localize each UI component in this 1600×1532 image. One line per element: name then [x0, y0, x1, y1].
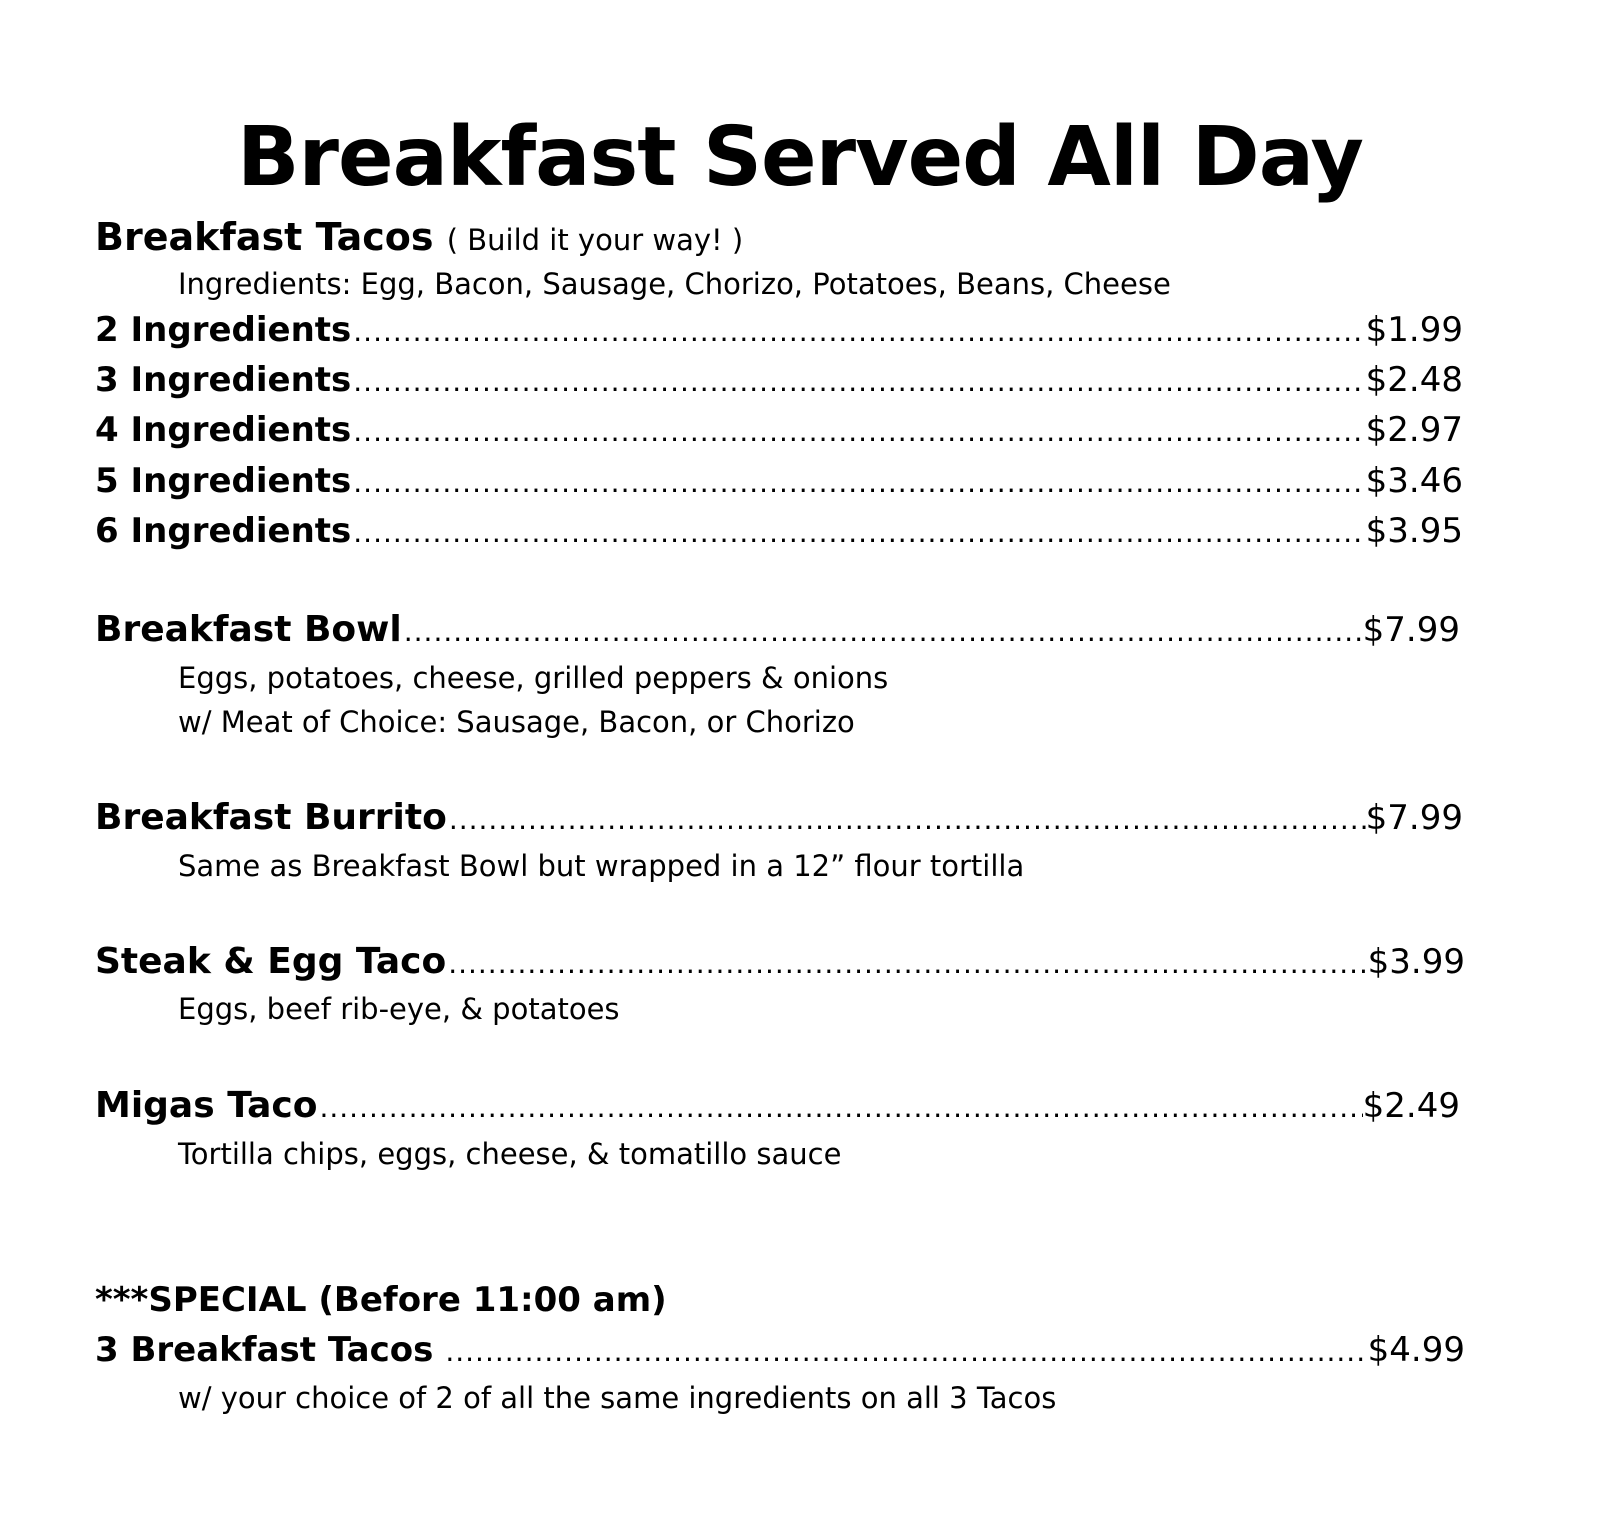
- item-name: Steak & Egg Taco: [95, 941, 447, 982]
- menu-item: [95, 357, 1463, 403]
- item-name: 6 Ingredients: [95, 511, 352, 551]
- tacos-ingredients: Ingredients: Egg, Bacon, Sausage, Chorizo, Potatoes, Beans, Cheese: [178, 267, 1171, 301]
- dot-leader: [351, 510, 1365, 556]
- item-name: 2 Ingredients: [95, 310, 352, 350]
- dot-leader: [402, 609, 1363, 655]
- menu-item-special: [95, 1327, 1465, 1373]
- dot-leader: [351, 359, 1365, 405]
- item-name: 4 Ingredients: [95, 410, 352, 450]
- dot-leader: [317, 1085, 1362, 1131]
- menu-item-bowl: [95, 607, 1460, 653]
- item-price: $2.48: [1365, 360, 1463, 400]
- dot-leader: [351, 460, 1365, 506]
- special-label: ***SPECIAL (Before 11:00 am): [95, 1280, 667, 1320]
- tacos-heading: [95, 213, 743, 264]
- dot-leader: [447, 797, 1366, 843]
- menu-item: [95, 458, 1463, 504]
- dot-leader: [351, 309, 1365, 355]
- item-price: $2.97: [1365, 410, 1463, 450]
- item-description: w/ Meat of Choice: Sausage, Bacon, or Chorizo: [178, 705, 855, 739]
- menu-item-steak: [95, 939, 1465, 985]
- menu-item-burrito: [95, 795, 1463, 841]
- item-price: $2.49: [1362, 1086, 1460, 1126]
- item-name: Breakfast Bowl: [95, 609, 402, 650]
- item-name: Migas Taco: [95, 1085, 318, 1126]
- item-price: $3.46: [1365, 461, 1463, 501]
- menu-item: [95, 508, 1463, 554]
- item-price: $3.99: [1367, 942, 1465, 982]
- menu-item: [95, 307, 1463, 353]
- page-title: Breakfast Served All Day: [237, 110, 1363, 205]
- tacos-title: Breakfast Tacos: [95, 215, 434, 259]
- item-description: w/ your choice of 2 of all the same ingredients on all 3 Tacos: [178, 1381, 1057, 1415]
- item-name: Breakfast Burrito: [95, 797, 447, 838]
- item-price: $1.99: [1365, 310, 1463, 350]
- dot-leader: [433, 1329, 1367, 1375]
- item-name: 5 Ingredients: [95, 461, 352, 501]
- item-price: $7.99: [1362, 610, 1460, 650]
- item-price: $7.99: [1365, 798, 1463, 838]
- menu-item: [95, 407, 1463, 453]
- dot-leader: [446, 941, 1367, 987]
- item-description: Same as Breakfast Bowl but wrapped in a 12” flour tortilla: [178, 849, 1025, 883]
- item-description: Eggs, potatoes, cheese, grilled peppers & onions: [178, 661, 889, 695]
- item-description: Tortilla chips, eggs, cheese, & tomatillo sauce: [178, 1137, 842, 1171]
- dot-leader: [351, 409, 1365, 455]
- item-name: 3 Breakfast Tacos: [95, 1330, 434, 1370]
- item-description: Eggs, beef rib-eye, & potatoes: [178, 992, 620, 1026]
- tacos-subheading: ( Build it your way! ): [446, 223, 744, 257]
- menu-item-migas: [95, 1083, 1460, 1129]
- item-price: $4.99: [1367, 1330, 1465, 1370]
- item-name: 3 Ingredients: [95, 360, 352, 400]
- item-price: $3.95: [1365, 511, 1463, 551]
